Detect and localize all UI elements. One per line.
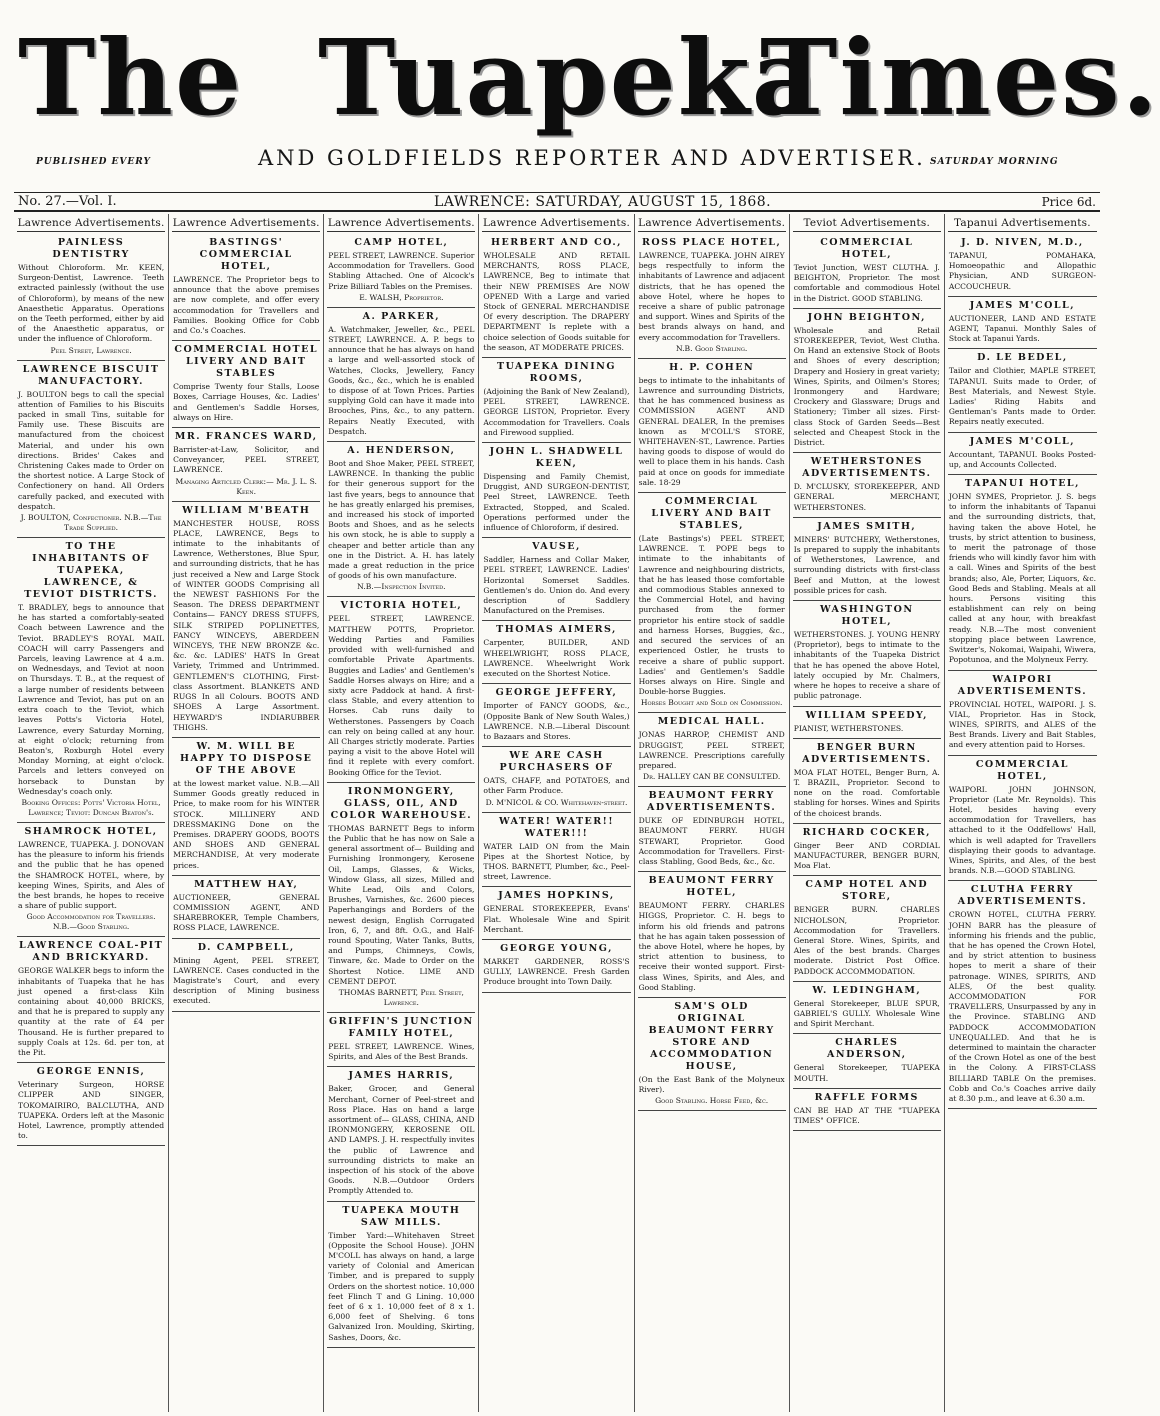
advertisement-body: Barrister-at-Law, Solicitor, and Conveyancer, PEEL STREET, LAWRENCE.: [173, 445, 320, 475]
advertisement: [17, 361, 165, 538]
column-heading: Lawrence Advertisements.: [638, 214, 786, 232]
advertisement-title: COMMERCIAL LIVERY AND BAIT STABLES,: [651, 496, 772, 532]
advertisement-title: COMMERCIAL HOTEL,: [975, 758, 1069, 782]
advertisement-signature: THOMAS BARNETT, Peel Street, Lawrence.: [338, 987, 464, 1007]
advertisement-body: THOMAS BARNETT Begs to inform the Public that he has now on Sale a general assortment of— Building and Furnishing Ironmongery, Kerosene Oil, Lamps, Glasses, & Wicks, Window Glass, all sizes, Milled and White Lead, Oils and Colors, Brushes, Varnishes, &c. 2600 pieces Paperhangings and Borders of the newest design, English Corrugated Iron, 6, 7, and 8ft. O.G., and Half-round Spouting, Water Tanks, Butts, and Pumps, Chimneys, Cowls, Tinware, &c. Made to Order on the Shortest Notice. LIME AND CEMENT DEPOT.: [328, 823, 475, 986]
advertisement-body: T. BRADLEY, begs to announce that he has started a comfortably-seated Coach between Lawrence and the Teviot. BRADLEY'S ROYAL MAIL COACH will carry Passengers and Parcels, leaving Lawrence at 4 a.m. on Wednesdays, and Teviot at noon on Thursdays. T. B., at the request of a large number of residents between Lawrence and Teviot, has put on an extra coach to the Teviot, which leaves Potts's Victoria Hotel, Lawrence, every Saturday Morning, at eight o'clock; returning from Beaton's, Roxburgh Hotel every Monday Morning, at eight o'clock. Parcels and letters conveyed on horseback to Dunstan by Wednesday's coach only.: [18, 603, 165, 796]
advertisement: [793, 707, 941, 739]
advertisement-signature: J. BOULTON, Confectioner. N.B.—The Trade Supplied.: [20, 513, 162, 533]
advertisement-title: JAMES HOPKINS,: [498, 890, 615, 902]
advertisement-body: MINERS' BUTCHERY, Wetherstones, Is prepared to supply the inhabitants of Wetherstones, Lawrence, and surrounding districts with first-class Beef and Mutton, at the lowest possible prices for cash.: [793, 534, 940, 595]
advertisement-signature: N.B. Good Stabling.: [675, 343, 748, 353]
advertisement: [948, 756, 1097, 882]
saturday-morning-label: SATURDAY MORNING: [930, 157, 1059, 167]
column-1: [14, 214, 169, 1412]
advertisement: [17, 1063, 165, 1146]
advertisement: [17, 234, 165, 361]
advertisement-body: BENGER BURN. CHARLES NICHOLSON, Proprietor. Accommodation for Travellers. General Store. Wines, Spirits, and Ales of the best brands. Charges moderate. District Post Office. PADDOCK ACCOMMODATION.: [793, 905, 940, 976]
column-heading: Teviot Advertisements.: [793, 214, 941, 232]
advertisement-body: Tailor and Clothier, MAPLE STREET, TAPANUI. Suits made to Order, of Best Materials, and Newest Style. Ladies' Riding Habits and Gentleman's Pants made to Order. Repairs neatly executed.: [948, 366, 1096, 427]
advertisement-body: PEEL STREET, LAWRENCE. MATTHEW POTTS, Proprietor. Wedding Parties and Families provided with well-furnished and comfortable Private Apartments. Buggies and Ladies' and Gentlemen's Saddle Horses always on Hire; and a sixty acre Paddock at hand. A first-class Stable, and every attention to Horses. Cab runs daily to Wetherstones. Passengers by Coach can rely on being called at any hour. All Charges strictly moderate. Parties paying a visit to the above Hotel will find it replete with every comfort. Booking Office for the Teviot.: [328, 614, 475, 777]
advertisement-body: JONAS HARROP, CHEMIST AND DRUGGIST, PEEL STREET, LAWRENCE. Prescriptions carefully prepared.: [638, 730, 785, 770]
advertisement-body: Teviot Junction, WEST CLUTHA. J. BEIGHTON, Proprietor. The most comfortable and commodious Hotel in the District. GOOD STABLING.: [793, 263, 940, 303]
advertisement: [638, 998, 786, 1111]
advertisement-title: LAWRENCE COAL-PIT AND BRICKYARD.: [18, 940, 164, 964]
advertisement-body: DUKE OF EDINBURGH HOTEL, BEAUMONT FERRY. HUGH STEWART, Proprietor. Good Accommodation for Travellers. First-class Stabling, Good Beds, &c., &c.: [638, 816, 785, 866]
advertisement-body: LAWRENCE, TUAPEKA. JOHN AIREY begs respectfully to inform the inhabitants of Lawrence and adjacent districts, that he has opened the above Hotel, where he hopes to receive a share of public patronage and support. Wines and Spirits of the best brands always on hand, and every accommodation for Travellers.: [638, 251, 785, 342]
column-7: [945, 214, 1100, 1412]
advertisement-body: begs to intimate to the inhabitants of Lawrence and surrounding Districts, that he has commenced business as COMMISSION AGENT AND GENERAL DEALER, In the premises known as M'COLL'S STORE, WHITEHAVEN-ST., Lawrence. Parties having goods to dispose of would do well to place them in his hands. Cash paid at once on goods for immediate sale. 18-29: [638, 375, 785, 487]
advertisement: [482, 887, 630, 940]
advertisement-body: (Late Bastings's) PEEL STREET, LAWRENCE. T. POPE begs to intimate to the inhabitants of Lawrence and neighbouring districts, that he has leased those comfortable and commodious Stables annexed to the Commercial Hotel, and having purchased from the former proprietor his entire stock of saddle and harness Horses, Buggies, &c., and secured the services of an experienced Ostler, he trusts to receive a share of public support. Ladies' and Gentlemen's Saddle Horses always on Hire. Single and Double-horse Buggies.: [638, 534, 785, 697]
advertisement-title: JAMES SMITH,: [817, 520, 917, 532]
advertisement-title: BEAUMONT FERRY HOTEL,: [648, 875, 775, 899]
advertisement-body: PROVINCIAL HOTEL, WAIPORI. J. S. VIAL, Proprietor. Has in Stock, WINES, SPIRITS, and ALES of the Best Brands. Livery and Bait Stables, and every attention paid to Horses.: [948, 699, 1096, 750]
advertisement-title: JAMES HARRIS,: [348, 1070, 455, 1082]
advertisement-title: WETHERSTONES ADVERTISEMENTS.: [802, 456, 932, 480]
advertisement-title: MR. FRANCES WARD,: [174, 431, 318, 443]
advertisement-title: WE ARE CASH PURCHASERS OF: [499, 750, 614, 774]
advertisement-body: Comprise Twenty four Stalls, Loose Boxes, Carriage Houses, &c. Ladies' and Gentlemen's Saddle Horses, always on Hire.: [173, 382, 320, 422]
advertisement-columns: [14, 214, 1100, 1412]
advertisement-body: Boot and Shoe Maker, PEEL STREET, LAWRENCE. In thanking the public for their generous support for the last five years, begs to announce that he has greatly enlarged his premises, and increased his stock of imported Boots and Shoes, and as he selects his own stock, he is able to supply a cheaper and better article than any one in the District. A. H. has lately made a great reduction in the price of goods of his own manufacture.: [328, 459, 475, 581]
advertisement-title: TUAPEKA DINING ROOMS,: [497, 361, 616, 385]
advertisement-title: CHARLES ANDERSON,: [827, 1037, 907, 1061]
advertisement-body: Importer of FANCY GOODS, &c., (Opposite Bank of New South Wales,) LAWRENCE. N.B.—Liberal Discount to Bazaars and Stores.: [483, 701, 630, 741]
advertisement-body: LAWRENCE. The Proprietor begs to announce that the above premises are now complete, and offer every accommodation for Travellers and Families. Booking Office for Cobb and Co.'s Coaches.: [173, 275, 320, 336]
advertisement: [327, 442, 475, 597]
advertisement-title: WILLIAM SPEEDY,: [805, 709, 928, 721]
column-3: [324, 214, 479, 1412]
advertisement: [793, 982, 941, 1035]
advertisement-body: Saddler, Harness and Collar Maker, PEEL STREET, LAWRENCE. Ladies' Horizontal Somerset Saddles. Gentlemen's do. Union do. And every description of Saddlery Manufactured on the Premises.: [483, 555, 630, 616]
advertisement: [172, 234, 320, 341]
masthead-title-word-2: Tuapeka: [318, 16, 822, 139]
column-heading: Lawrence Advertisements.: [17, 214, 165, 232]
advertisement-title: A. HENDERSON,: [347, 445, 456, 457]
advertisement-title: CAMP HOTEL,: [354, 237, 449, 248]
advertisement-body: A. Watchmaker, Jeweller, &c., PEEL STREET, LAWRENCE. A. P. begs to announce that he has always on hand a large and well-assorted stock of Watches, Clocks, Jewellery, Fancy Goods, &c., &c., which he is enabled to dispose of at Town Prices. Parties supplying Gold can have it made into Brooches, Pins, &c., to any pattern. Repairs Neatly Executed, with Despatch.: [328, 324, 475, 436]
advertisement-body: BEAUMONT FERRY. CHARLES HIGGS, Proprietor. C. H. begs to inform his old friends and patrons that he has again taken possession of the above Hotel, where he hopes, by strict attention to business, to receive their wonted support. First-class Wines, Spirits, and Ales, and Good Stabling.: [638, 901, 785, 992]
advertisement: [482, 234, 630, 358]
advertisement: [793, 1089, 941, 1131]
advertisement: [327, 1067, 475, 1201]
advertisement: [638, 872, 786, 998]
advertisement-body: WAIPORI. JOHN JOHNSON, Proprietor (Late Mr. Reynolds). This Hotel, besides having every accommodation for Travellers, has attached to it the Oddfellows' Hall, which is well adapted for Travellers displaying their goods to advantage. Wines, Spirits, and Ales, of the best brands. N.B.—GOOD STABLING.: [948, 784, 1096, 876]
advertisement: [793, 518, 941, 601]
advertisement: [948, 234, 1097, 297]
advertisement: [482, 538, 630, 621]
advertisement-signature: Managing Articled Clerk:— Mr. J. L. S. Keen.: [175, 476, 317, 496]
advertisement: [793, 453, 941, 518]
advertisement: [327, 783, 475, 1013]
advertisement-signature: Peel Street, Lawrence.: [50, 345, 132, 355]
advertisement-body: General Storekeeper, BLUE SPUR, GABRIEL'S GULLY. Wholesale Wine and Spirit Merchant.: [793, 998, 940, 1029]
advertisement: [327, 597, 475, 782]
advertisement-body: Dispensing and Family Chemist, Druggist, AND SURGEON-DENTIST, Peel Street, LAWRENCE. Teeth Extracted, Stopped, and Scaled. Operations performed under the influence of Chloroform, if desired.: [483, 472, 630, 533]
advertisement: [172, 738, 320, 876]
advertisement-signature: Booking Offices: Potts' Victoria Hotel, Lawrence; Teviot: Duncan Beaton's.: [21, 797, 161, 817]
advertisement-title: WAIPORI ADVERTISEMENTS.: [957, 673, 1088, 697]
advertisement: [948, 349, 1097, 432]
advertisement-title: THOMAS AIMERS,: [496, 624, 617, 636]
advertisement-title: BENGER BURN ADVERTISEMENTS.: [802, 741, 932, 765]
advertisement-body: MOA FLAT HOTEL, Benger Burn, A. T. BRAZIL, Proprietor. Second to none on the road. Comfortable stabling for horses. Wines and Spirits of the choicest brands.: [793, 767, 940, 818]
advertisement-title: BASTINGS' COMMERCIAL HOTEL,: [199, 237, 293, 272]
advertisement-title: JAMES M'COLL,: [969, 299, 1076, 311]
advertisement-title: RAFFLE FORMS: [814, 1091, 919, 1103]
advertisement-body: TAPANUI, POMAHAKA, Homoeopathic and Allopathic Physician, AND SURGEON-ACCOUCHEUR.: [948, 251, 1096, 291]
advertisement-title: GEORGE YOUNG,: [500, 942, 613, 954]
advertisement: [17, 937, 165, 1063]
advertisement-title: JAMES M'COLL,: [969, 435, 1076, 447]
advertisement-body: GEORGE WALKER begs to inform the inhabitants of Tuapeka that he has just opened a first-class Kiln containing about 40,000 BRICKS, and that he is prepared to supply any quantity at the rate of £4 per Thousand. He is further prepared to supply Coals at 12s. 6d. per ton, at the Pit.: [18, 966, 165, 1057]
masthead-title-word-3: Times.: [760, 16, 1160, 139]
advertisement: [482, 358, 630, 443]
advertisement: [638, 493, 786, 713]
advertisement-title: GEORGE ENNIS,: [36, 1066, 146, 1078]
advertisement-body: CAN BE HAD AT THE "TUAPEKA TIMES" OFFICE.: [793, 1105, 940, 1125]
advertisement-title: SAM'S OLD ORIGINAL BEAUMONT FERRY STORE AND ACCOMMODATION HOUSE,: [648, 1000, 775, 1072]
advertisement-body: Timber Yard:—Whitehaven Street (Opposite the School House). JOHN M'COLL has always on hand, a large variety of Colonial and American Timber, and is prepared to supply Orders on the shortest notice. 10,000 feet Flinch T and G Lining. 10,000 feet of 6 x 1. 10,000 feet of 8 x 1. 6,000 feet of Shelving. 6 tons Galvanized Iron. Moulding, Skirting, Sashes, Doors, &c.: [328, 1230, 475, 1342]
masthead: [0, 0, 1160, 210]
advertisement-title: MEDICAL HALL.: [657, 716, 766, 728]
advertisement-title: MATTHEW HAY,: [194, 878, 299, 890]
advertisement-body: PEEL STREET, LAWRENCE. Superior Accommodation for Travellers. Good Stabling Attached. One of Alcock's Prize Billiard Tables on the Premises.: [328, 251, 475, 291]
advertisement-title: GRIFFIN'S JUNCTION FAMILY HOTEL,: [329, 1015, 474, 1039]
advertisement: [172, 428, 320, 502]
advertisement-body: Carpenter, BUILDER, AND WHEELWRIGHT, ROSS PLACE, LAWRENCE. Wheelwright Work executed on the Shortest Notice.: [483, 638, 630, 679]
advertisement-title: RICHARD COCKER,: [802, 826, 931, 838]
advertisement: [793, 1034, 941, 1088]
advertisement: [793, 234, 941, 309]
advertisement: [638, 787, 786, 872]
advertisement-title: J. D. NIVEN, M.D.,: [961, 237, 1084, 248]
advertisement-signature: Good Stabling. Horse Feed, &c.: [655, 1096, 769, 1106]
column-4: [479, 214, 634, 1412]
advertisement-body: PEEL STREET, LAWRENCE. Wines, Spirits, and Ales of the Best Brands.: [328, 1041, 475, 1062]
advertisement-signature: Good Accommodation for Travellers. N.B.—Good Stabling.: [26, 912, 156, 932]
advertisement: [482, 813, 630, 888]
column-heading: Tapanui Advertisements.: [948, 214, 1097, 232]
advertisement-signature: Horses Bought and Sold on Commission.: [640, 698, 783, 708]
advertisement: [482, 621, 630, 684]
advertisement-title: BEAUMONT FERRY ADVERTISEMENTS.: [647, 790, 777, 814]
advertisement-title: ROSS PLACE HOTEL,: [641, 237, 782, 248]
advertisement-title: COMMERCIAL HOTEL LIVERY AND BAIT STABLES: [174, 344, 319, 380]
advertisement-body: AUCTIONEER, GENERAL COMMISSION AGENT, AND SHAREBROKER, Temple Chambers, ROSS PLACE, LAWRENCE.: [173, 892, 320, 933]
advertisement-body: Mining Agent, PEEL STREET, LAWRENCE. Cases conducted in the Magistrate's Court, and every description of Mining business executed.: [173, 955, 320, 1006]
column-heading: Lawrence Advertisements.: [172, 214, 320, 232]
advertisement: [482, 443, 630, 538]
advertisement-signature: D. M'NICOL & CO. Whitehaven-street.: [485, 797, 628, 807]
advertisement-title: A. PARKER,: [362, 310, 441, 322]
advertisement-title: JOHN L. SHADWELL KEEN,: [489, 446, 624, 470]
advertisement-body: CROWN HOTEL, CLUTHA FERRY. JOHN BARR has the pleasure of informing his friends and the public, that he has opened the Crown Hotel, and by strict attention to business hopes to merit a share of their patronage. WINES, SPIRITS, AND ALES, Of the best quality. ACCOMMODATION FOR TRAVELLERS, Unsurpassed by any in the Province. STABLING AND PADDOCK ACCOMMODATION UNEQUALLED. And that he is determined to maintain the character of the Crown Hotel as one of the best in the Colony. A FIRST-CLASS BILLIARD TABLE On the premises. Cobb and Co.'s Coaches arrive daily at 8.30 p.m., and leave at 6.30 a.m.: [948, 910, 1096, 1103]
published-every-label: PUBLISHED EVERY: [36, 157, 151, 167]
advertisement-body: MANCHESTER HOUSE, ROSS PLACE, LAWRENCE, Begs to intimate to the inhabitants of Lawrence, Wetherstones, Blue Spur, and surrounding districts, that he has just received a New and Large Stock of WINTER GOODS Comprising all the NEWEST FASHIONS For the Season. The DRESS DEPARTMENT Contains— FANCY DRESS STUFFS, SILK STRIPED POPLINETTES, FANCY WINCEYS, ABERDEEN WINCEYS, THE NEW BRONZE &c. &c. &c. LADIES' HATS In Great Variety, Trimmed and Untrimmed. GENTLEMEN'S CLOTHING, First-class Assortment. BLANKETS AND RUGS In all Colours. BOOTS AND SHOES A Large Assortment. HEYWARD'S INDIARUBBER THIGHS.: [173, 518, 320, 732]
advertisement: [793, 601, 941, 706]
advertisement: [482, 940, 630, 993]
advertisement-title: CAMP HOTEL AND STORE,: [805, 879, 929, 903]
advertisement-body: PIANIST, WETHERSTONES.: [793, 723, 904, 733]
advertisement: [948, 671, 1097, 756]
advertisement-body: OATS, CHAFF, and POTATOES, and other Farm Produce.: [483, 776, 630, 796]
column-2: [169, 214, 324, 1412]
advertisement: [793, 739, 941, 824]
issue-number: No. 27.—Vol. I.: [18, 194, 117, 209]
advertisement-body: (Adjoining the Bank of New Zealand), PEEL STREET, LAWRENCE. GEORGE LISTON, Proprietor. Every Accommodation for Travellers. Coals and Firewood supplied.: [483, 387, 630, 437]
advertisement-signature: E. WALSH, Proprietor.: [359, 292, 444, 302]
advertisement-title: JOHN BEIGHTON,: [807, 311, 926, 323]
advertisement-body: Veterinary Surgeon, HORSE CLIPPER AND SINGER, TOKOMAIRIRO, BALCLUTHA, AND TUAPEKA. Orders left at the Masonic Hotel, Lawrence, promptly attended to.: [18, 1080, 165, 1141]
advertisement-title: GEORGE JEFFERY,: [495, 687, 618, 699]
advertisement-title: D. LE BEDEL,: [977, 352, 1068, 364]
advertisement: [327, 1202, 475, 1348]
advertisement-title: W. LEDINGHAM,: [812, 984, 922, 996]
advertisement-title: TO THE INHABITANTS OF TUAPEKA, LAWRENCE, & TEVIOT DISTRICTS.: [24, 541, 158, 601]
advertisement-title: WILLIAM M'BEATH: [182, 504, 311, 516]
advertisement-body: MARKET GARDENER, ROSS'S GULLY, LAWRENCE. Fresh Garden Produce brought into Town Daily.: [483, 956, 630, 987]
advertisement: [17, 823, 165, 937]
advertisement: [172, 341, 320, 428]
advertisement-body: Baker, Grocer, and General Merchant, Corner of Peel-street and Ross Place. Has on hand a large assortment of— GLASS, CHINA, AND IRONMONGERY, KEROSENE OIL AND LAMPS. J. H. respectfully invites the public of Lawrence and surrounding districts to make an inspection of his stock of the above Goods. N.B.—Outdoor Orders Promptly Attended to.: [328, 1084, 475, 1196]
advertisement: [172, 502, 320, 738]
advertisement: [948, 881, 1097, 1109]
advertisement: [948, 475, 1097, 670]
advertisement-title: VICTORIA HOTEL,: [340, 600, 463, 612]
advertisement: [327, 308, 475, 442]
advertisement: [793, 824, 941, 877]
advertisement: [793, 309, 941, 453]
advertisement-body: Without Chloroform. Mr. KEEN, Surgeon-Dentist, Lawrence. Teeth extracted painlessly (without the use of Chloroform), by means of the new Anaesthetic Apparatus. Operations on the Teeth performed, either by aid of the Anaesthetic apparatus, or under the influence of Chloroform.: [18, 263, 165, 344]
advertisement-title: WATER! WATER!! WATER!!!: [498, 815, 615, 839]
advertisement: [638, 234, 786, 359]
advertisement-title: W. M. WILL BE HAPPY TO DISPOSE OF THE ABOVE: [179, 740, 313, 776]
advertisement: [948, 433, 1097, 475]
column-heading: Lawrence Advertisements.: [482, 214, 630, 232]
advertisement-body: J. BOULTON begs to call the special attention of Families to his Biscuits packed in small Tins, suitable for Family use. These Biscuits are manufactured from the choicest Material, and under his own directions. Brides' Cakes and Christening Cakes made to Order on the shortest notice. A Large Stock of Confectionery on hand. All Orders carefully packed, and executed with despatch.: [18, 389, 165, 511]
column-5: [635, 214, 790, 1412]
advertisement-body: AUCTIONEER, LAND AND ESTATE AGENT, Tapanui. Monthly Sales of Stock at Tapanui Yards.: [948, 313, 1096, 344]
advertisement: [948, 297, 1097, 350]
advertisement-body: General Storekeeper, TUAPEKA MOUTH.: [793, 1063, 940, 1083]
advertisement-title: PAINLESS DENTISTRY: [52, 237, 130, 260]
advertisement-title: LAWRENCE BISCUIT MANUFACTORY.: [22, 363, 160, 387]
advertisement: [482, 747, 630, 812]
advertisement-body: (On the East Bank of the Molyneux River).: [638, 1074, 785, 1095]
advertisement-signature: N.B.—Inspection Invited.: [357, 582, 446, 592]
advertisement: [172, 876, 320, 939]
advertisement-title: VAUSE,: [532, 541, 581, 553]
advertisement-title: WASHINGTON HOTEL,: [820, 604, 914, 628]
advertisement-body: WETHERSTONES. J. YOUNG HENRY (Proprietor), begs to intimate to the inhabitants of the Tuapeka District that he has opened the above Hotel, lately occupied by Mr. Chalmers, where he hopes to receive a share of public patronage.: [793, 630, 940, 701]
advertisement-body: WHOLESALE AND RETAIL MERCHANTS, ROSS PLACE, LAWRENCE, Beg to intimate that their NEW PREMISES Are NOW OPENED With a Large and varied Stock of GENERAL MERCHANDISE Of every description. The DRAPERY DEPARTMENT Is replete with a choice selection of Goods suitable for the season, AT MODERATE PRICES.: [483, 251, 630, 352]
advertisement: [638, 713, 786, 787]
advertisement-title: CLUTHA FERRY ADVERTISEMENTS.: [957, 884, 1088, 908]
advertisement-signature: Dr. HALLEY CAN BE CONSULTED.: [642, 772, 781, 782]
advertisement-title: COMMERCIAL HOTEL,: [820, 237, 914, 260]
advertisement-body: at the lowest market value. N.B.—All Summer Goods greatly reduced in Price, to make room for his WINTER STOCK. MILLINERY AND DRESSMAKING Done on the Premises. DRAPERY GOODS, BOOTS AND SHOES AND GENERAL MERCHANDISE, At very moderate prices.: [173, 778, 320, 870]
advertisement-title: TUAPEKA MOUTH SAW MILLS.: [342, 1204, 461, 1228]
issue-date: LAWRENCE: SATURDAY, AUGUST 15, 1868.: [434, 194, 772, 210]
advertisement: [327, 234, 475, 308]
advertisement-body: Wholesale and Retail STOREKEEPER, Teviot, West Clutha. On Hand an extensive Stock of Boots and Shoes of every description; Drapery and Hosiery in great variety; Wines, Spirits, and Oilmen's Stores; Ironmongery and Hardware; Crockery and Glassware; Drugs and Stationery; Timber all sizes. First-class Stock of Garden Seeds—Best selected and Cheapest Stock in the District.: [793, 325, 940, 448]
advertisement-body: WATER LAID ON from the Main Pipes at the Shortest Notice, by THOS. BARNETT, Plumber, &c., Peel-street, Lawrence.: [483, 841, 630, 882]
advertisement-title: IRONMONGERY, GLASS, OIL, AND COLOR WAREHOUSE.: [330, 785, 473, 821]
advertisement-body: GENERAL STOREKEEPER, Evans' Flat. Wholesale Wine and Spirit Merchant.: [483, 904, 630, 934]
advertisement-title: HERBERT AND CO.,: [491, 237, 622, 248]
issue-price: Price 6d.: [1041, 195, 1096, 209]
advertisement: [793, 876, 941, 981]
advertisement-body: LAWRENCE, TUAPEKA. J. DONOVAN has the pleasure to inform his friends and the public that he has opened the SHAMROCK HOTEL, where, by keeping Wines, Spirits, and Ales of the best brands, he hopes to receive a share of public support.: [18, 839, 165, 911]
advertisement: [638, 359, 786, 493]
column-heading: Lawrence Advertisements.: [327, 214, 475, 232]
advertisement: [17, 538, 165, 823]
advertisement-title: H. P. COHEN: [669, 361, 755, 373]
advertisement-body: Ginger Beer AND CORDIAL MANUFACTURER, BENGER BURN, Moa Flat.: [793, 840, 940, 871]
advertisement-body: D. M'CLUSKY, STOREKEEPER, AND GENERAL MERCHANT, WETHERSTONES.: [793, 482, 940, 512]
column-6: [790, 214, 945, 1412]
advertisement: [482, 684, 630, 747]
advertisement: [327, 1013, 475, 1067]
masthead-subtitle: AND GOLDFIELDS REPORTER AND ADVERTISER.: [258, 146, 926, 170]
advertisement: [172, 939, 320, 1012]
advertisement-body: Accountant, TAPANUI. Books Posted-up, and Accounts Collected.: [948, 449, 1096, 469]
advertisement-title: SHAMROCK HOTEL,: [24, 825, 158, 837]
masthead-title-word-1: The: [18, 16, 244, 139]
advertisement-body: JOHN SYMES, Proprietor. J. S. begs to inform the inhabitants of Tapanui and the surrounding districts, that, having taken the above Hotel, he trusts, by strict attention to business, to merit the patronage of those friends who will kindly favor him with a call. Wines and Spirits of the best brands; also, Ale, Porter, Liquors, &c. Good Beds and Stabling. Meals at all hours. Persons visiting this establishment can rely on being called at any hour, with breakfast ready. N.B.—The most convenient stopping place between Lawrence, Switzer's, Nokomai, Waipahi, Wiwera, Popotunoa, and the Molyneux Ferry.: [948, 492, 1096, 665]
advertisement-title: TAPANUI HOTEL,: [964, 478, 1080, 490]
advertisement-title: D. CAMPBELL,: [197, 941, 295, 953]
dateline-bar: [14, 192, 1100, 212]
